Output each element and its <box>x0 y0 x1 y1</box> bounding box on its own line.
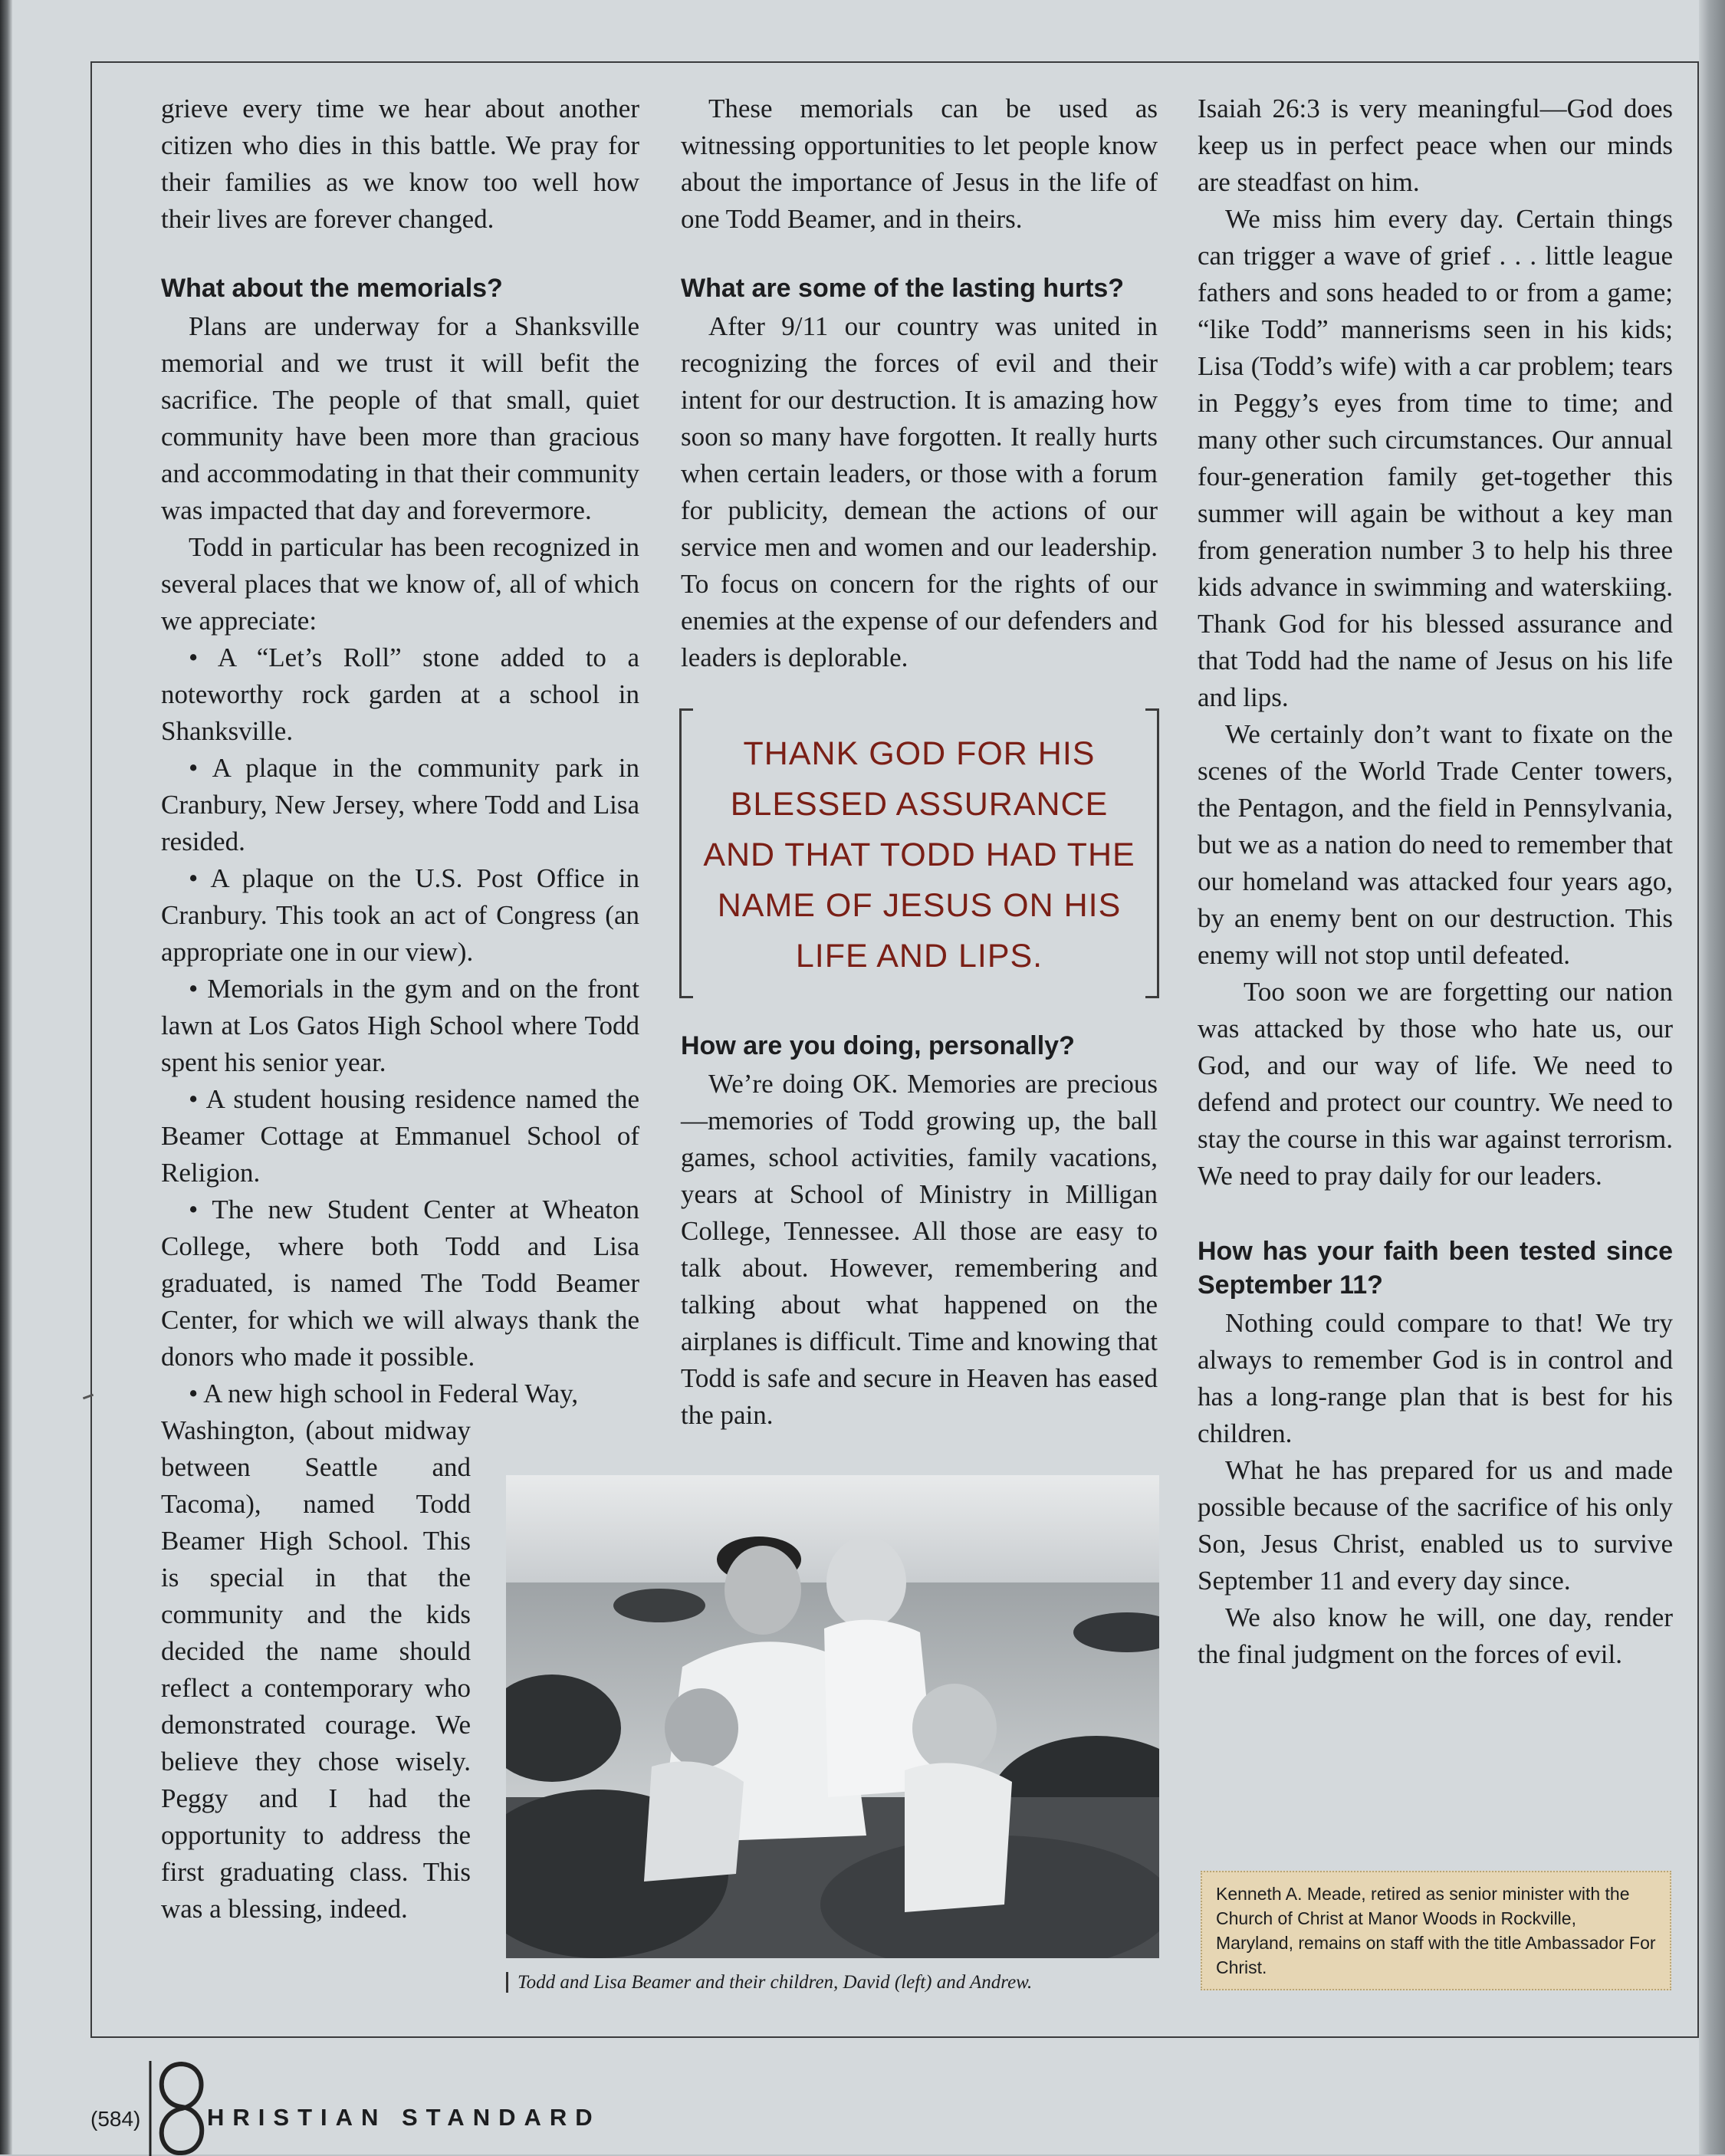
section-heading-hurts: What are some of the lasting hurts? <box>681 274 1125 303</box>
list-item: • A student housing residence named the Beamer Cottage at Emmanuel School of Religion. <box>161 1084 639 1188</box>
bracket-right <box>1145 708 1159 998</box>
paragraph: After 9/11 our country was united in recognizing the forces of evil and their intent for our destruction. It is amazing how soon so many have forgotten. It really hurts when certain leaders, or those with a forum for publicity, demean the actions of our service men and women and our leadership. To focus on concern for the rights of our enemies at the expense of our defenders and leaders is deplorable. <box>681 311 1158 672</box>
list-item-continued: Washington, (about midway between Seattle and Tacoma), named Todd Beamer High School. This is special in that the community and the kids decided the name should reflect a contemporary who demonstrated courage. We believe they chose wisely. Peggy and I had the opportunity to address the first graduating class. This was a blessing, indeed. <box>161 1415 471 1924</box>
list-item: • The new Student Center at Wheaton College, where both Todd and Lisa graduated, is named The Todd Beamer Center, for which we will always thank the donors who made it possible. <box>161 1195 639 1372</box>
list-item: • A plaque on the U.S. Post Office in Cranbury. This took an act of Congress (an appropriate one in our view). <box>161 863 639 967</box>
author-bio-box <box>1201 1871 1671 1990</box>
list-item: • A plaque in the community park in Cranbury, New Jersey, where Todd and Lisa resided. <box>161 753 639 856</box>
family-photo-image <box>506 1475 1159 1958</box>
photo-caption <box>506 1969 1159 1997</box>
paragraph: Isaiah 26:3 is very meaningful—God does keep us in perfect peace when our minds are steadfast on him. <box>1198 94 1673 197</box>
paragraph: These memorials can be used as witnessing opportunities to let people know about the importance of Jesus in the life of one Todd Beamer, and in theirs. <box>681 94 1158 234</box>
paragraph: We miss him every day. Certain things can trigger a wave of grief . . . little league fathers and sons headed to or from a game; “like Todd” mannerisms seen in his kids; Lisa (Todd’s wife) with a car problem; tears in Peggy’s eyes from time to time; and many other such circumstances. Our annual four-generation family get-together this summer will again be without a key man from generation number 3 to help his three kids advance in swimming and waterskiing. Thank God for his blessed assurance and that Todd had the name of Jesus on his life and lips. <box>1198 204 1673 712</box>
pull-quote <box>681 708 1158 998</box>
photo-caption-text: Todd and Lisa Beamer and their children, David (left) and Andrew. <box>506 1972 1032 1993</box>
column-2 <box>681 90 1158 1434</box>
pull-quote-text: THANK GOD FOR HIS BLESSED ASSURANCE AND THAT TODD HAD THE NAME OF JESUS ON HIS LIFE AND LIPS. <box>703 735 1135 974</box>
list-item: • A new high school in Federal Way, <box>189 1379 579 1408</box>
section-heading-faith: How has your faith been tested since September 11? <box>1198 1237 1673 1300</box>
author-bio-text: Kenneth A. Meade, retired as senior minister with the Church of Christ at Manor Woods in Rockville, Maryland, remains on staff with the title Ambassador For Christ. <box>1216 1884 1656 1977</box>
paragraph: We’re doing OK. Memories are precious—memories of Todd growing up, the ball games, school activities, family vacations, years at School of Ministry in Milligan College, Tennessee. All those are easy to talk about. However, remembering and talking about what happened on the airplanes is difficult. Time and knowing that Todd is safe and secure in Heaven has eased the pain. <box>681 1069 1158 1430</box>
magazine-title: HRISTIAN STANDARD <box>207 2104 601 2131</box>
family-photo <box>506 1475 1159 1958</box>
paragraph: Todd in particular has been recognized in several places that we know of, all of which we appreciate: <box>161 532 639 636</box>
paragraph: Too soon we are forgetting our nation was attacked by those who hate us, our God, and our way of life. We need to defend and protect our country. We need to stay the course in this war against terrorism. We need to pray daily for our leaders. <box>1198 977 1673 1191</box>
section-heading-doing: How are you doing, personally? <box>681 1031 1075 1060</box>
bracket-left <box>679 708 693 998</box>
page-gutter-shadow <box>0 0 12 2154</box>
paragraph: What he has prepared for us and made possible because of the sacrifice of his only Son, Jesus Christ, enabled us to survive September 11 and every day since. <box>1198 1455 1673 1596</box>
paragraph: Nothing could compare to that! We try always to remember God is in control and has a long-range plan that is best for his children. <box>1198 1308 1673 1448</box>
list-item: • A “Let’s Roll” stone added to a noteworthy rock garden at a school in Shanksville. <box>161 643 639 746</box>
section-heading-memorials: What about the memorials? <box>161 274 503 303</box>
list-item: • Memorials in the gym and on the front lawn at Los Gatos High School where Todd spent his senior year. <box>161 974 639 1077</box>
page-edge-shadow <box>1699 0 1725 2154</box>
paragraph: grieve every time we hear about another citizen who dies in this battle. We pray for their families as we know too well how their lives are forever changed. <box>161 94 639 234</box>
paragraph: Plans are underway for a Shanksville memorial and we trust it will befit the sacrifice. The people of that small, quiet community have been more than gracious and accommodating in that their community was impacted that day and forevermore. <box>161 311 639 525</box>
paragraph: We certainly don’t want to fixate on the scenes of the World Trade Center towers, the Pentagon, and the field in Pennsylvania, but we as a nation do need to remember that our homeland was attacked four years ago, by an enemy bent on our destruction. This enemy will not stop until defeated. <box>1198 719 1673 970</box>
page-number: (584) <box>90 2107 141 2131</box>
column-3 <box>1198 90 1673 1673</box>
paragraph: We also know he will, one day, render the final judgment on the forces of evil. <box>1198 1602 1673 1669</box>
